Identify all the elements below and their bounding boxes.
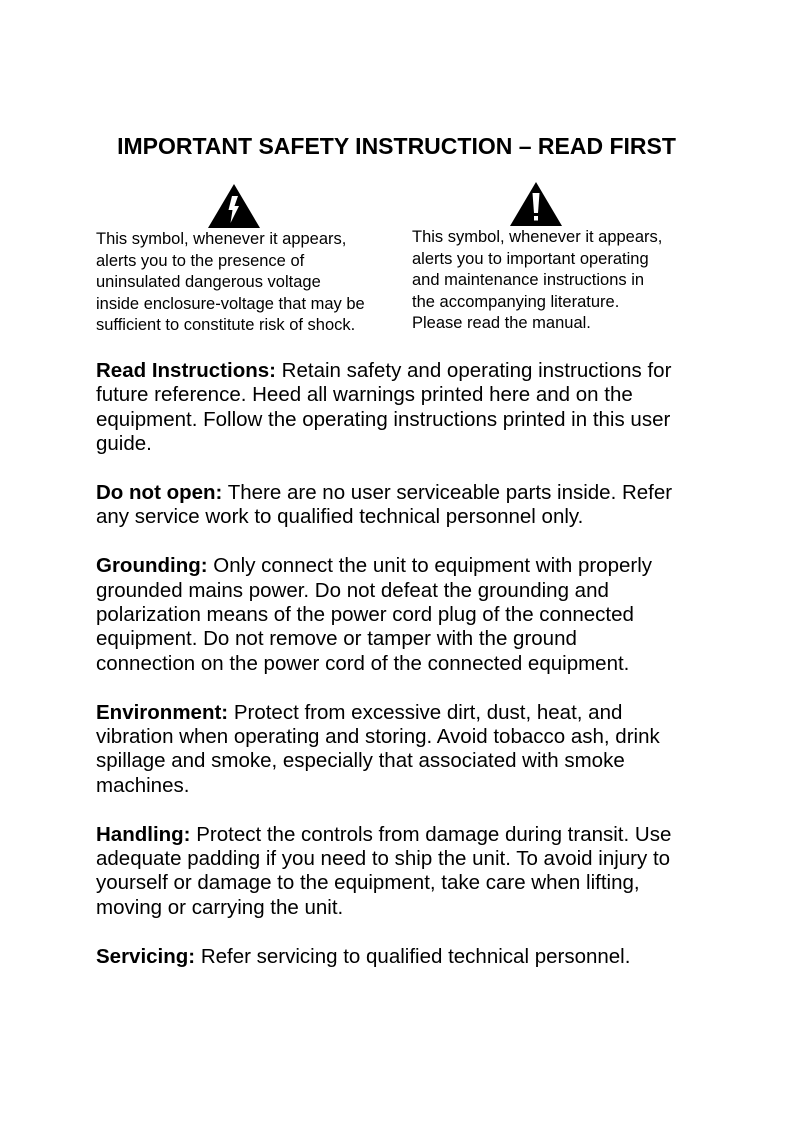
symbol-text-line: This symbol, whenever it appears, (412, 228, 663, 246)
symbol-text-line: This symbol, whenever it appears, (96, 230, 347, 248)
page-title: IMPORTANT SAFETY INSTRUCTION – READ FIRST (117, 133, 676, 159)
section-text-line: polarization means of the power cord plug of the connected (96, 603, 634, 627)
section-text: Only connect the unit to equipment with properly (213, 554, 653, 578)
section-text-line: connection on the power cord of the connected equipment. (96, 651, 630, 675)
symbol-text-line: the accompanying literature. (412, 292, 620, 311)
section-text: Protect the controls from damage during transit. Use (196, 822, 672, 846)
section-do-not-open (96, 481, 706, 530)
exclamation-warning-triangle-icon (509, 181, 563, 227)
section-label: Do not open: (96, 481, 223, 505)
section-label: Servicing: (96, 944, 196, 968)
section-text-line: moving or carrying the unit. (96, 895, 344, 919)
section-text-line: equipment. Do not remove or tamper with the ground (96, 627, 577, 651)
section-text-line: any service work to qualified technical personnel only. (96, 505, 584, 529)
section-grounding (96, 554, 706, 676)
safety-sections (96, 359, 706, 993)
electric-shock-symbol-description (96, 229, 411, 337)
section-text: Protect from excessive dirt, dust, heat, and (233, 700, 623, 724)
section-text-line: machines. (96, 773, 190, 797)
section-label: Read Instructions: (96, 359, 276, 382)
section-text-line: adequate padding if you need to ship the unit. To avoid injury to (96, 847, 671, 871)
lightning-bolt-warning-triangle-icon (207, 183, 261, 229)
section-text: Refer servicing to qualified technical personnel. (200, 944, 631, 968)
electric-shock-symbol-block (96, 183, 411, 337)
section-label: Grounding: (96, 554, 208, 578)
section-text-line: guide. (96, 432, 152, 456)
symbol-text-line: uninsulated dangerous voltage (96, 273, 321, 291)
section-servicing (96, 945, 706, 969)
important-instructions-symbol-block (412, 183, 712, 335)
symbol-text-line: and maintenance instructions in (412, 271, 645, 289)
section-text: There are no user serviceable parts inside. Refer (227, 481, 673, 505)
section-text-line: future reference. Heed all warnings printed here and on the (96, 383, 633, 407)
important-instructions-symbol-description (412, 227, 712, 335)
symbol-text-line: Please read the manual. (412, 314, 591, 332)
section-label: Environment: (96, 700, 229, 724)
section-first-line (96, 359, 706, 383)
section-first-line (96, 701, 706, 725)
section-first-line (96, 554, 706, 578)
symbol-text-line: sufficient to constitute risk of shock. (96, 316, 356, 334)
symbol-text-line: alerts you to the presence of (96, 251, 305, 270)
section-text-line: vibration when operating and storing. Avoid tobacco ash, drink (96, 725, 660, 749)
symbol-text-line: inside enclosure-voltage that may be (96, 294, 365, 313)
section-read-instructions (96, 359, 706, 457)
section-text-line: spillage and smoke, especially that associated with smoke (96, 749, 625, 773)
section-text-line: equipment. Follow the operating instructions printed in this user (96, 407, 671, 431)
section-first-line (96, 823, 706, 847)
symbol-text-line: alerts you to important operating (412, 249, 649, 268)
section-first-line (96, 481, 706, 505)
section-label: Handling: (96, 822, 191, 846)
section-text-line: yourself or damage to the equipment, take care when lifting, (96, 871, 640, 895)
section-handling (96, 823, 706, 921)
section-first-line (96, 945, 706, 969)
section-text-line: grounded mains power. Do not defeat the grounding and (96, 578, 609, 602)
section-environment (96, 701, 706, 799)
section-text: Retain safety and operating instructions for (281, 359, 672, 382)
